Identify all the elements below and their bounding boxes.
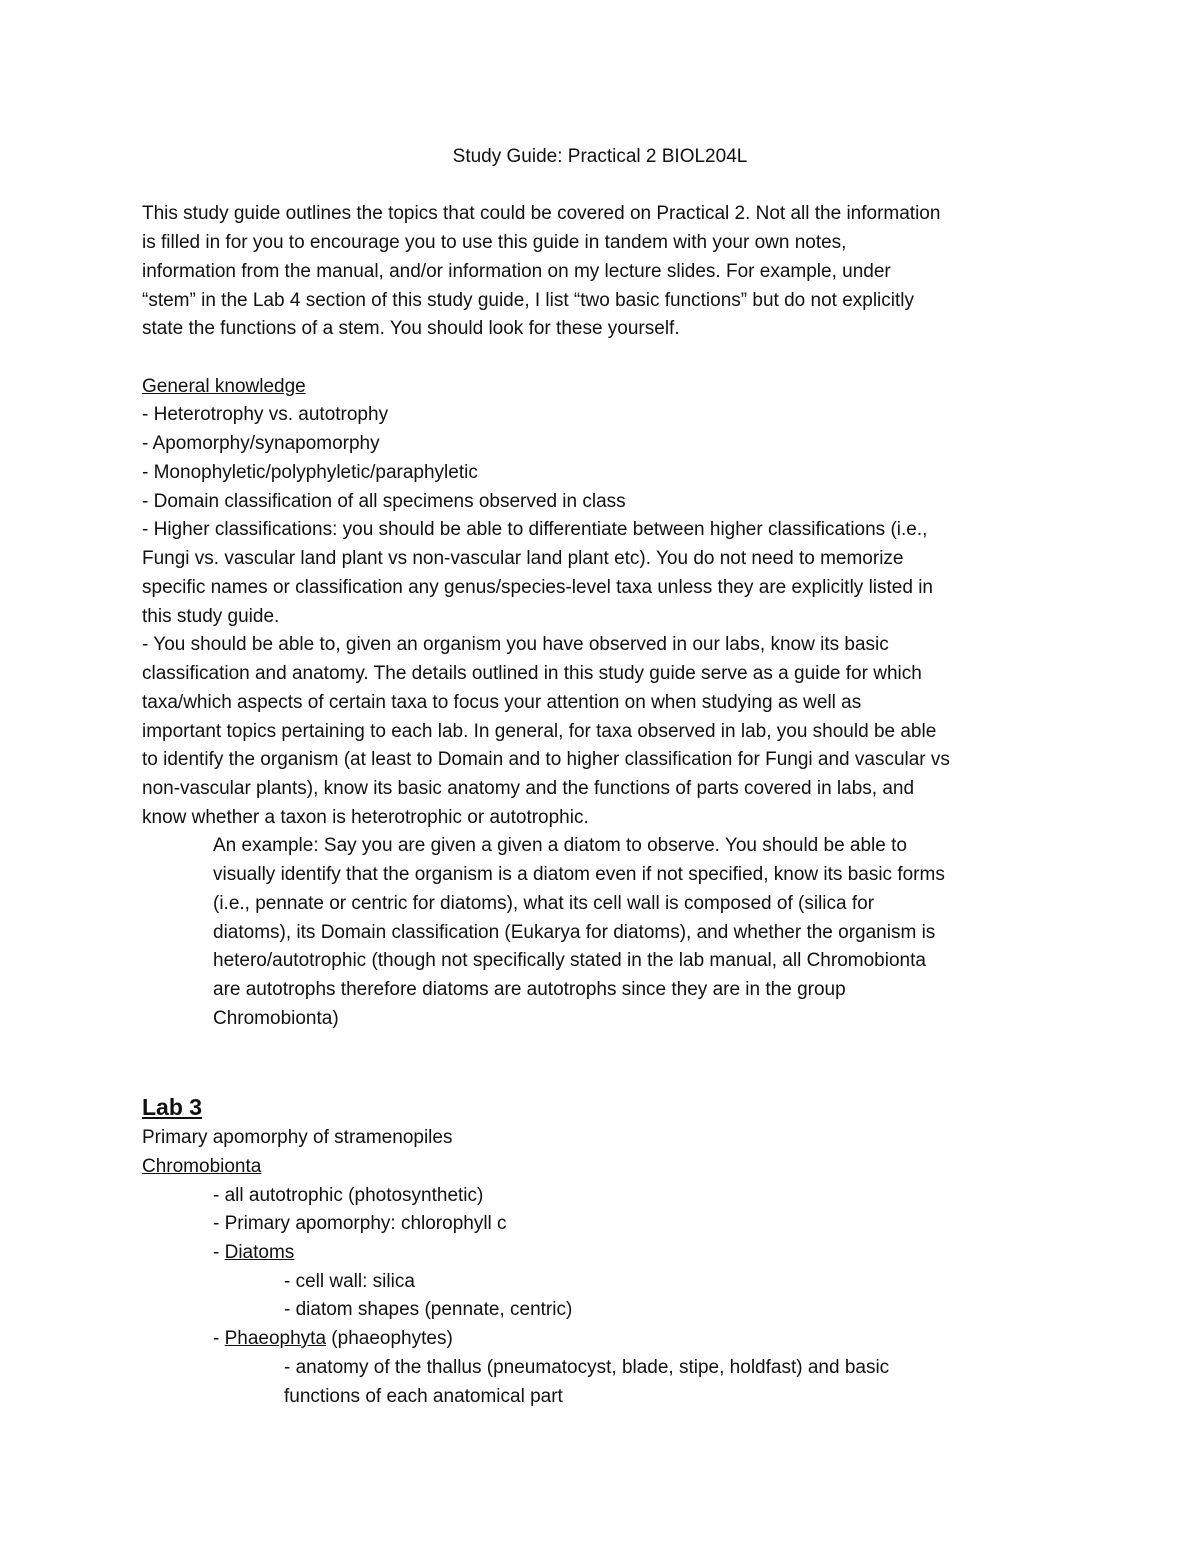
example-line: diatoms), its Domain classification (Eukarya for diatoms), and whether the organism is <box>213 922 936 943</box>
general-item: - Domain classification of all specimens observed in class <box>142 491 626 512</box>
general-item: - Higher classifications: you should be able to differentiate between higher classifications (i.e., <box>142 519 928 540</box>
general-item: - Monophyletic/polyphyletic/paraphyletic <box>142 462 478 483</box>
example-line: (i.e., pennate or centric for diatoms), what its cell wall is composed of (silica for <box>213 893 875 914</box>
intro-line-1: This study guide outlines the topics that could be covered on Practical 2. Not all the information <box>142 203 941 224</box>
list-item: - all autotrophic (photosynthetic) <box>213 1185 484 1206</box>
example-line: are autotrophs therefore diatoms are autotrophs since they are in the group <box>213 979 846 1000</box>
general-item: specific names or classification any genus/species-level taxa unless they are explicitly listed in <box>142 577 933 598</box>
general-item: - You should be able to, given an organism you have observed in our labs, know its basic <box>142 634 889 655</box>
intro-line-4: “stem” in the Lab 4 section of this study guide, I list “two basic functions” but do not explicitly <box>142 290 914 311</box>
example-line: hetero/autotrophic (though not specifically stated in the lab manual, all Chromobionta <box>213 950 926 971</box>
list-item: - cell wall: silica <box>284 1271 415 1292</box>
list-item: - anatomy of the thallus (pneumatocyst, blade, stipe, holdfast) and basic <box>284 1357 890 1378</box>
page-title: Study Guide: Practical 2 BIOL204L <box>452 146 748 167</box>
general-item: important topics pertaining to each lab. In general, for taxa observed in lab, you should be able <box>142 721 937 742</box>
example-line: Chromobionta) <box>213 1008 339 1029</box>
general-item: taxa/which aspects of certain taxa to focus your attention on when studying as well as <box>142 692 862 713</box>
phaeophyta-item <box>213 1325 453 1354</box>
general-item: non-vascular plants), know its basic anatomy and the functions of parts covered in labs, and <box>142 778 915 799</box>
list-item: - diatom shapes (pennate, centric) <box>284 1299 573 1320</box>
general-item: to identify the organism (at least to Domain and to higher classification for Fungi and vascular vs <box>142 749 950 770</box>
general-item: Fungi vs. vascular land plant vs non-vascular land plant etc). You do not need to memorize <box>142 548 904 569</box>
phaeophyta-heading: Phaeophyta <box>224 1328 327 1349</box>
intro-line-3: information from the manual, and/or information on my lecture slides. For example, under <box>142 261 891 282</box>
diatoms-item <box>213 1239 294 1268</box>
list-bullet: - <box>213 1242 225 1263</box>
diatoms-heading: Diatoms <box>224 1242 295 1263</box>
lab3-apomorphy: Primary apomorphy of stramenopiles <box>142 1127 453 1148</box>
general-item: know whether a taxon is heterotrophic or autotrophic. <box>142 807 589 828</box>
general-item: this study guide. <box>142 606 280 627</box>
intro-line-2: is filled in for you to encourage you to use this guide in tandem with your own notes, <box>142 232 847 253</box>
intro-line-5: state the functions of a stem. You should look for these yourself. <box>142 318 680 339</box>
general-knowledge-heading: General knowledge <box>142 376 306 397</box>
list-item: functions of each anatomical part <box>284 1386 563 1407</box>
chromobionta-heading: Chromobionta <box>142 1156 262 1177</box>
general-item: classification and anatomy. The details outlined in this study guide serve as a guide for which <box>142 663 922 684</box>
general-item: - Heterotrophy vs. autotrophy <box>142 404 389 425</box>
general-item: - Apomorphy/synapomorphy <box>142 433 380 454</box>
list-item: - Primary apomorphy: chlorophyll c <box>213 1213 507 1234</box>
example-line: visually identify that the organism is a diatom even if not specified, know its basic forms <box>213 864 945 885</box>
list-bullet: - <box>213 1328 225 1349</box>
lab3-heading: Lab 3 <box>142 1094 203 1120</box>
example-line: An example: Say you are given a given a diatom to observe. You should be able to <box>213 835 907 856</box>
phaeophyta-common-name: (phaeophytes) <box>326 1328 453 1349</box>
